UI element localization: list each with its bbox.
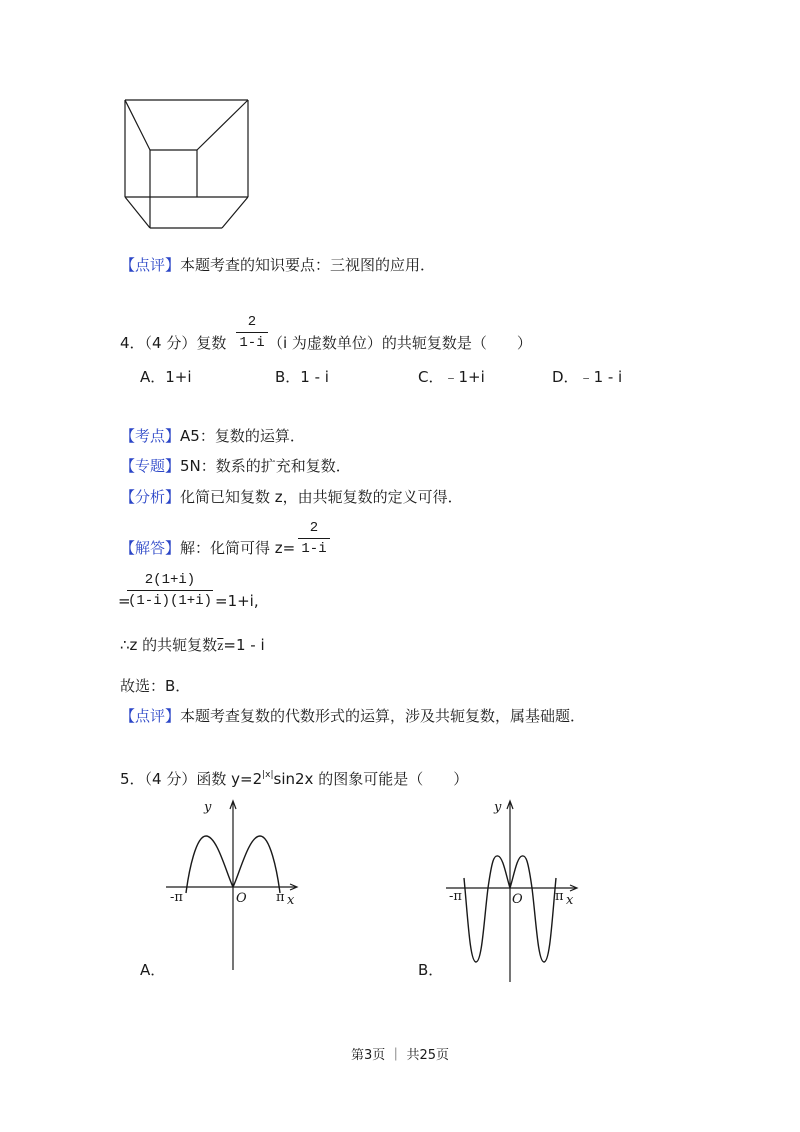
fraction-denominator: (1-i)(1+i) <box>127 593 212 609</box>
conjugate-symbol: $\overline{z}$ <box>217 639 224 654</box>
fraction-denominator: 1-i <box>301 541 327 557</box>
option-letter: B． <box>275 368 301 386</box>
q4-step3 <box>120 635 265 657</box>
option-text: 1 - i <box>300 368 329 386</box>
step3-prefix: ∴z 的共轭复数 <box>120 636 218 654</box>
review-text: 本题考查复数的代数形式的运算，涉及共轭复数，属基础题． <box>180 707 586 725</box>
option-letter: D． <box>552 368 579 386</box>
fraction-numerator: 2 <box>309 520 319 536</box>
q4-option-a <box>140 367 192 387</box>
figure-edge <box>125 100 150 150</box>
zhuanti-text: 5N：数系的扩充和复数． <box>180 457 351 475</box>
option-text: ﹣1+i <box>443 368 485 386</box>
graph-y-label: y <box>204 800 212 815</box>
review-text: 本题考查的知识要点：三视图的应用． <box>180 256 436 274</box>
q4-jieda <box>120 538 295 558</box>
q5-stem <box>120 765 468 789</box>
q5-stem-suffix: sin2x 的图象可能是（ ） <box>273 770 469 788</box>
graph-neg-pi-label: -π <box>170 890 183 905</box>
review-label: 【点评】 <box>120 707 181 725</box>
jieda-label: 【解答】 <box>120 539 181 557</box>
graph-neg-pi-label: -π <box>449 889 462 904</box>
figure-edge <box>197 100 248 150</box>
kaodian-label: 【考点】 <box>120 427 181 445</box>
q4-fraction <box>236 312 268 353</box>
q4-answer: 故选：B． <box>120 677 191 695</box>
step2-prefix: = <box>118 592 131 610</box>
graph-y-label: y <box>494 800 502 815</box>
step2-fraction <box>127 570 213 611</box>
jieda-text: 解：化简可得 z= <box>180 539 296 557</box>
q5-stem-prefix: 5．（4 分）函数 y=2 <box>120 770 263 788</box>
fenxi-label: 【分析】 <box>120 488 181 506</box>
fraction-numerator: 2 <box>247 314 257 330</box>
option-text: ﹣1 - i <box>578 368 623 386</box>
graph-a-option: A． <box>140 961 166 979</box>
page-footer: 第3页 ｜ 共25页 <box>350 1048 450 1063</box>
graph-pi-label: π <box>555 889 564 904</box>
step3-suffix: =1 - i <box>223 636 265 654</box>
jieda-fraction <box>298 518 330 559</box>
option-letter: A． <box>140 368 166 386</box>
kaodian-text: A5：复数的运算． <box>180 427 305 445</box>
q4-kaodian <box>120 426 305 446</box>
graph-origin-label: O <box>236 891 247 906</box>
q4-zhuanti <box>120 456 351 476</box>
graph-pi-label: π <box>276 890 285 905</box>
q4-review <box>120 706 585 726</box>
graph-b <box>440 795 585 987</box>
option-letter: C． <box>418 368 444 386</box>
q4-stem-suffix: （i 为虚数单位）的共轭复数是（ ） <box>268 334 532 352</box>
zhuanti-label: 【专题】 <box>120 457 181 475</box>
graph-x-label: x <box>287 893 295 908</box>
q4-option-c <box>418 367 485 387</box>
graph-a <box>160 795 305 977</box>
figure-edge <box>125 197 150 228</box>
q3-review <box>120 255 435 275</box>
q4-option-d <box>552 367 622 387</box>
fraction-denominator: 1-i <box>239 335 265 351</box>
review-label: 【点评】 <box>120 256 181 274</box>
step2-suffix: =1+i, <box>215 592 259 610</box>
graph-x-label: x <box>566 893 574 908</box>
q4-option-b <box>275 367 329 387</box>
fenxi-text: 化简已知复数 z，由共轭复数的定义可得． <box>180 488 463 506</box>
q5-exponent: |x| <box>262 770 274 780</box>
q4-stem-prefix: 4．（4 分）复数 <box>120 334 227 352</box>
option-text: 1+i <box>165 368 192 386</box>
q4-fenxi <box>120 487 463 507</box>
graph-b-option: B． <box>418 961 444 979</box>
three-view-figure <box>118 94 254 234</box>
graph-origin-label: O <box>512 892 523 907</box>
figure-edge <box>222 197 248 228</box>
fraction-numerator: 2(1+i) <box>144 572 196 588</box>
